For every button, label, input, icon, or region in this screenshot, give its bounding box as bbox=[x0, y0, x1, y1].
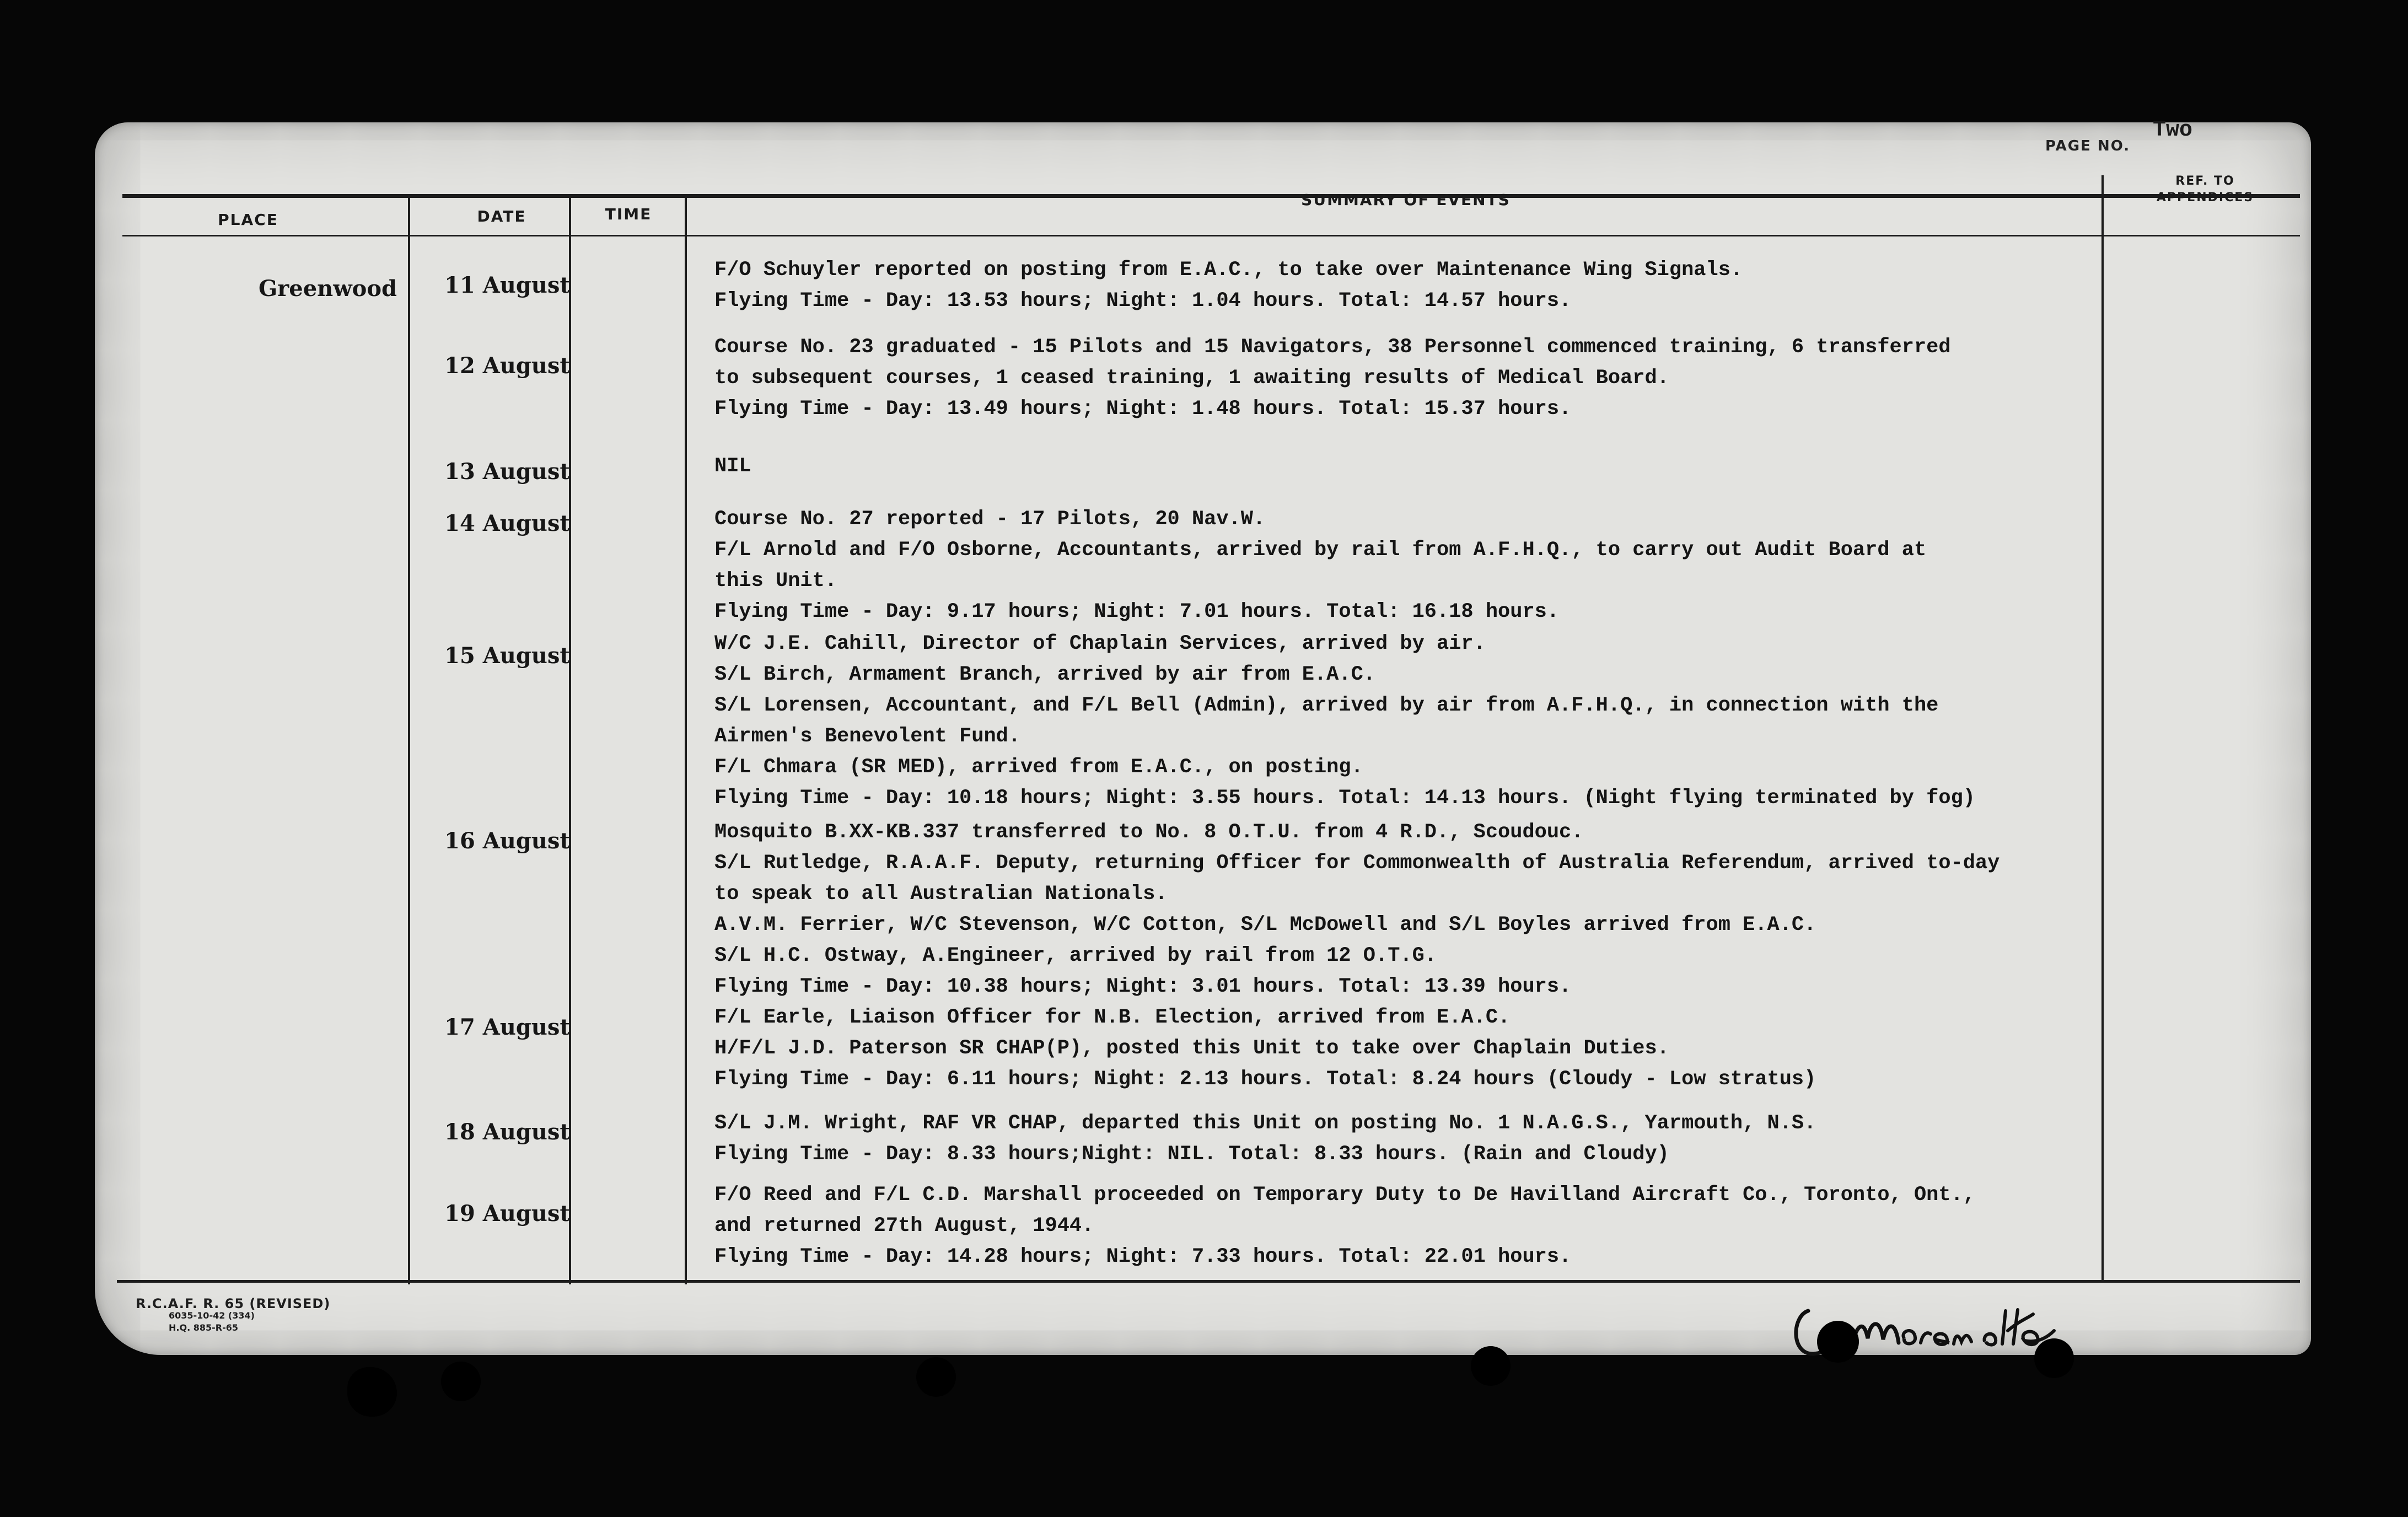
entry-line: and returned 27th August, 1944. bbox=[714, 1214, 1094, 1238]
entry-summary bbox=[714, 504, 1926, 627]
entry-line: A.V.M. Ferrier, W/C Stevenson, W/C Cotton, S/L McDowell and S/L Boyles arrived from E.A.C. bbox=[714, 913, 1816, 937]
column-divider-summary-ref bbox=[2101, 175, 2104, 1280]
entry-date: 15 August bbox=[444, 643, 570, 669]
entry-summary bbox=[714, 451, 751, 482]
entry-line: S/L Rutledge, R.A.A.F. Deputy, returning Officer for Commonwealth of Australia Referendum, arrived to-day bbox=[714, 852, 2000, 875]
entry-line: W/C J.E. Cahill, Director of Chaplain Services, arrived by air. bbox=[714, 632, 1486, 655]
punch-hole bbox=[1817, 1321, 1859, 1363]
column-header-summary: SUMMARY OF EVENTS bbox=[1301, 191, 1511, 209]
entry-line: F/L Arnold and F/O Osborne, Accountants, arrived by rail from A.F.H.Q., to carry out Audit Board at bbox=[714, 539, 1927, 562]
column-header-ref-line1: REF. TO bbox=[2175, 174, 2235, 188]
form-print-code: 6035-10-42 (334) bbox=[169, 1310, 255, 1321]
entry-summary bbox=[714, 255, 1743, 316]
entry-line: F/O Schuyler reported on posting from E.A.C., to take over Maintenance Wing Signals. bbox=[714, 259, 1743, 282]
entry-line: Flying Time - Day: 14.28 hours; Night: 7.33 hours. Total: 22.01 hours. bbox=[714, 1245, 1572, 1268]
entry-summary bbox=[714, 628, 1975, 814]
entry-line: Flying Time - Day: 8.33 hours;Night: NIL. Total: 8.33 hours. (Rain and Cloudy) bbox=[714, 1143, 1669, 1166]
entry-line: S/L J.M. Wright, RAF VR CHAP, departed this Unit on posting No. 1 N.A.G.S., Yarmouth, N.S. bbox=[714, 1112, 1816, 1135]
column-header-ref-line2: APPENDICES bbox=[2156, 191, 2254, 205]
entry-line: Course No. 23 graduated - 15 Pilots and 15 Navigators, 38 Personnel commenced training, 6 transferred bbox=[714, 336, 1951, 359]
entry-line: Course No. 27 reported - 17 Pilots, 20 Nav.W. bbox=[714, 508, 1266, 531]
entry-line: H/F/L J.D. Paterson SR CHAP(P), posted this Unit to take over Chaplain Duties. bbox=[714, 1037, 1669, 1060]
page-number-value: Two bbox=[2153, 118, 2193, 143]
entry-line: Flying Time - Day: 13.53 hours; Night: 1.04 hours. Total: 14.57 hours. bbox=[714, 289, 1572, 313]
entry-line: S/L Lorensen, Accountant, and F/L Bell (Admin), arrived by air from A.F.H.Q., in connection with the bbox=[714, 694, 1939, 717]
entry-line: to speak to all Australian Nationals. bbox=[714, 883, 1168, 906]
entry-summary bbox=[714, 817, 2000, 1002]
entry-summary bbox=[714, 1002, 1816, 1095]
entry-line: NIL bbox=[714, 455, 751, 478]
entry-line: Flying Time - Day: 10.38 hours; Night: 3.01 hours. Total: 13.39 hours. bbox=[714, 975, 1572, 998]
entry-date: 11 August bbox=[444, 272, 570, 298]
entry-line: S/L Birch, Armament Branch, arrived by air from E.A.C. bbox=[714, 663, 1375, 686]
entry-line: Airmen's Benevolent Fund. bbox=[714, 725, 1021, 748]
entry-line: F/L Earle, Liaison Officer for N.B. Election, arrived from E.A.C. bbox=[714, 1006, 1511, 1029]
entry-date: 16 August bbox=[444, 828, 570, 854]
entry-date: 19 August bbox=[444, 1201, 570, 1226]
entry-summary bbox=[714, 1108, 1816, 1170]
form-number: R.C.A.F. R. 65 (REVISED) bbox=[136, 1296, 331, 1311]
entry-line: S/L H.C. Ostway, A.Engineer, arrived by rail from 12 O.T.G. bbox=[714, 944, 1437, 967]
entry-line: F/O Reed and F/L C.D. Marshall proceeded on Temporary Duty to De Havilland Aircraft Co., Toronto, Ont., bbox=[714, 1184, 1975, 1207]
punch-hole bbox=[441, 1362, 481, 1401]
punch-hole bbox=[347, 1367, 397, 1417]
entry-line: Flying Time - Day: 13.49 hours; Night: 1.48 hours. Total: 15.37 hours. bbox=[714, 397, 1572, 421]
form-hq-code: H.Q. 885-R-65 bbox=[169, 1322, 238, 1333]
form-identifier bbox=[136, 1298, 330, 1334]
entry-summary bbox=[714, 1180, 1975, 1272]
punch-hole bbox=[2034, 1338, 2074, 1378]
entry-line: this Unit. bbox=[714, 569, 837, 593]
header-rule bbox=[122, 235, 2300, 236]
page-number-label: PAGE NO. bbox=[2045, 138, 2131, 154]
entry-date: 18 August bbox=[444, 1119, 570, 1145]
entry-line: Flying Time - Day: 9.17 hours; Night: 7.01 hours. Total: 16.18 hours. bbox=[714, 600, 1560, 623]
column-header-time: TIME bbox=[605, 205, 652, 223]
column-divider-place-date bbox=[408, 197, 410, 1284]
punch-hole bbox=[916, 1357, 956, 1397]
column-header-date: DATE bbox=[477, 207, 526, 225]
entry-date: 14 August bbox=[444, 510, 570, 536]
entry-line: F/L Chmara (SR MED), arrived from E.A.C., on posting. bbox=[714, 756, 1363, 779]
punch-hole bbox=[1471, 1346, 1511, 1386]
entry-summary bbox=[714, 332, 1951, 424]
entry-place: Greenwood bbox=[259, 276, 397, 302]
entry-line: to subsequent courses, 1 ceased training, 1 awaiting results of Medical Board. bbox=[714, 367, 1669, 390]
entry-line: Mosquito B.XX-KB.337 transferred to No. 8 O.T.U. from 4 R.D., Scoudouc. bbox=[714, 821, 1584, 844]
entry-line: Flying Time - Day: 6.11 hours; Night: 2.13 hours. Total: 8.24 hours (Cloudy - Low stratus) bbox=[714, 1068, 1816, 1091]
column-divider-time-summary bbox=[685, 197, 687, 1284]
entry-date: 12 August bbox=[444, 353, 570, 379]
entry-date: 13 August bbox=[444, 459, 570, 485]
column-header-place: PLACE bbox=[218, 211, 278, 229]
entry-date: 17 August bbox=[444, 1014, 570, 1040]
entry-line: Flying Time - Day: 10.18 hours; Night: 3.55 hours. Total: 14.13 hours. (Night flying terminated by fog) bbox=[714, 787, 1975, 810]
